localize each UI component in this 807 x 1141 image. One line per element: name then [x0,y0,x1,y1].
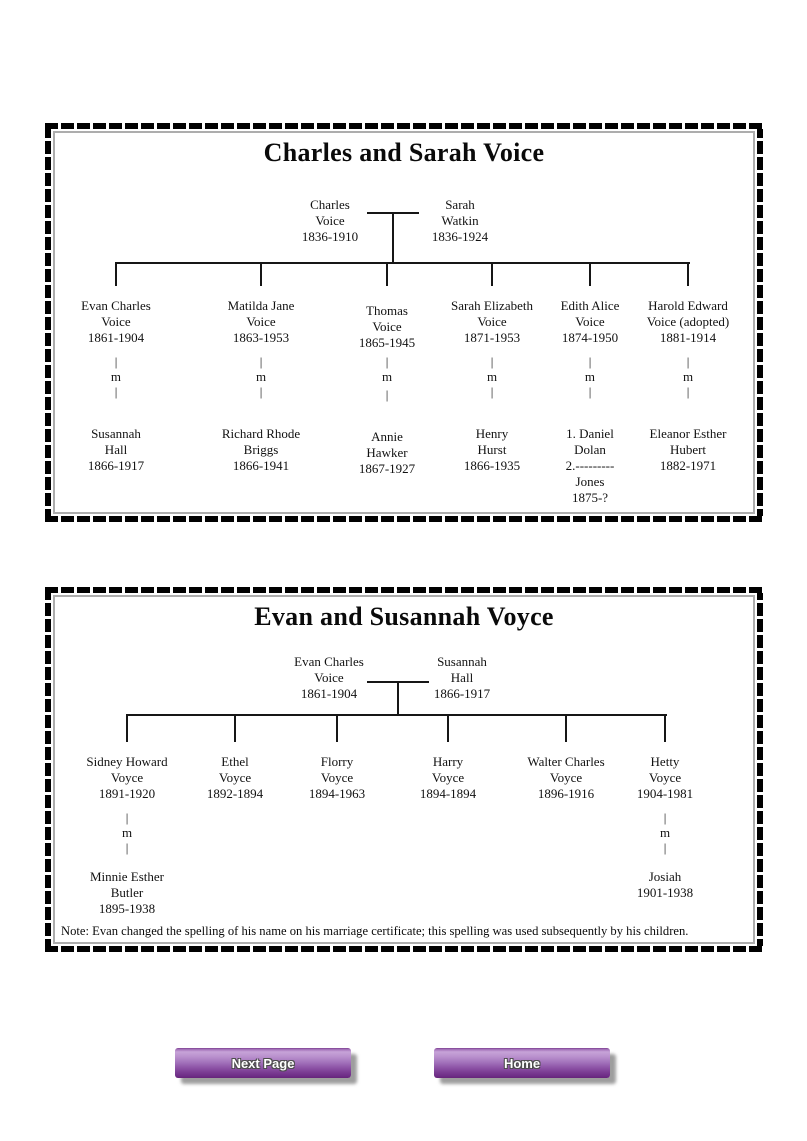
person-name-line: Matilda Jane [227,298,295,313]
spouse-name-line: 1895-1938 [98,901,156,916]
person-name-line: Voice [101,314,131,329]
child-column [359,298,415,477]
person-name-line: Voice [575,314,605,329]
person-name-line: Florry [320,754,354,769]
connector-pipe: | [125,840,129,855]
descent-line [687,262,689,286]
spouse-name-line: Hawker [366,445,408,460]
chart-evan-and-susannah [45,587,763,952]
person-name-line: Harold Edward [648,298,728,313]
person-dates: 1894-1894 [419,786,477,801]
descent-line [589,262,591,286]
descent-line [447,714,449,742]
person-dates: 1891-1920 [98,786,156,801]
spouse-name-line: 1866-1941 [232,458,290,473]
person-name-line: Voyce [648,770,682,785]
person-name-line: Voice [315,213,345,228]
person-name-line: Watkin [441,213,479,228]
sibling-line [127,714,667,716]
person-name-line: Voice (adopted) [646,314,730,329]
chart-charles-and-sarah [45,123,763,522]
person-name-line: Voice [372,319,402,334]
connector-pipe: | [490,354,494,369]
descent-line [664,714,666,742]
chart-title: Charles and Sarah Voice [263,138,545,167]
connector-pipe: | [385,387,389,402]
person-name-line: Voice [246,314,276,329]
spouse-name-line: Henry [475,426,509,441]
child-column [86,754,167,917]
descent-line [234,714,236,742]
descent-line [491,262,493,286]
mother-node [434,654,490,702]
marriage-indicator: m [110,369,122,384]
descent-line [336,714,338,742]
person-dates: 1881-1914 [659,330,717,345]
person-name-line: Harry [432,754,464,769]
spouse-name-line: 1875-? [571,490,609,505]
spouse-name-line: 2.--------- [565,458,615,473]
marriage-indicator: m [381,369,393,384]
spouse-name-line: Eleanor Esther [649,426,727,441]
spouse-node [451,426,533,474]
person-dates: 1892-1894 [206,786,264,801]
person-name-line: Hall [450,670,474,685]
person-dates: 1866-1917 [433,686,491,701]
child-column [451,298,533,474]
child-column [420,754,476,802]
child-column [647,298,729,474]
spouse-name-line: 1866-1935 [463,458,521,473]
spouse-name-line: Jones [575,474,605,489]
descent-line [565,714,567,742]
connector-pipe: | [663,810,667,825]
descent-line [115,262,117,286]
connector-pipe: | [686,354,690,369]
spouse-name-line: 1901-1938 [636,885,694,900]
person-name-line: Sidney Howard [86,754,168,769]
spouse-name-line: Hall [104,442,128,457]
spouse-name-line: 1867-1927 [358,461,416,476]
person-name-line: Voice [477,314,507,329]
spouse-name-line: Richard Rhode [221,426,301,441]
marriage-indicator: m [659,825,671,840]
person-name-line: Ethel [221,754,249,769]
chart-note: Note: Evan changed the spelling of his name on his marriage certificate; this spelling was used subsequently by his children. [61,924,689,938]
person-dates: 1896-1916 [537,786,595,801]
spouse-name-line: Susannah [91,426,141,441]
person-name-line: Sarah [445,197,475,212]
spouse-node [81,426,151,474]
connector-pipe: | [259,384,263,399]
spouse-node [222,426,300,474]
spouse-name-line: Dolan [574,442,606,457]
home-button[interactable]: Home [434,1048,610,1078]
child-column [81,298,151,474]
marriage-indicator: m [584,369,596,384]
person-dates: 1863-1953 [232,330,290,345]
connector-pipe: | [588,354,592,369]
spouse-node [359,429,415,477]
person-name-line: Edith Alice [560,298,620,313]
child-column [309,754,365,802]
person-dates: 1894-1963 [308,786,366,801]
person-dates: 1836-1910 [301,229,359,244]
spouse-node [637,869,693,901]
descent-line [126,714,128,742]
spouse-node [647,426,729,474]
person-name-line: Voyce [431,770,465,785]
marriage-stem-line [392,212,394,263]
connector-pipe: | [588,384,592,399]
chart-title: Evan and Susannah Voyce [254,602,554,631]
spouse-name-line: Hurst [477,442,507,457]
person-name-line: Walter Charles [527,754,605,769]
connector-pipe: | [663,840,667,855]
next-page-button[interactable]: Next Page [175,1048,351,1078]
person-name-line: Evan Charles [81,298,151,313]
spouse-name-line: Butler [110,885,144,900]
person-dates: 1871-1953 [463,330,521,345]
child-column [561,298,620,506]
person-name-line: Voyce [549,770,583,785]
spouse-name-line: Minnie Esther [89,869,164,884]
marriage-indicator: m [255,369,267,384]
spouse-node [561,426,620,506]
child-column [527,754,604,802]
person-name-line: Evan Charles [294,654,364,669]
child-column [207,754,263,802]
person-name-line: Charles [310,197,350,212]
child-column [637,754,693,901]
person-dates: 1836-1924 [431,229,489,244]
spouse-name-line: Josiah [648,869,682,884]
person-name-line: Voice [314,670,344,685]
connector-pipe: | [114,384,118,399]
spouse-name-line: 1866-1917 [87,458,145,473]
child-column [222,298,300,474]
father-node [302,197,358,245]
connector-pipe: | [385,354,389,369]
connector-pipe: | [686,384,690,399]
mother-node [432,197,488,245]
descent-line [386,262,388,286]
spouse-name-line: 1. Daniel [566,426,614,441]
person-name-line: Hetty [650,754,680,769]
person-dates: 1874-1950 [561,330,619,345]
marriage-indicator: m [486,369,498,384]
person-dates: 1865-1945 [358,335,416,350]
marriage-stem-line [397,681,399,715]
person-name-line: Voyce [218,770,252,785]
person-dates: 1861-1904 [87,330,145,345]
descent-line [260,262,262,286]
person-name-line: Voyce [110,770,144,785]
person-name-line: Thomas [366,303,408,318]
connector-pipe: | [125,810,129,825]
connector-pipe: | [114,354,118,369]
spouse-node [86,869,167,917]
sibling-line [116,262,690,264]
person-dates: 1861-1904 [300,686,358,701]
connector-pipe: | [259,354,263,369]
person-name-line: Susannah [437,654,487,669]
spouse-name-line: Briggs [243,442,279,457]
person-name-line: Sarah Elizabeth [451,298,533,313]
marriage-indicator: m [121,825,133,840]
connector-pipe: | [490,384,494,399]
spouse-name-line: 1882-1971 [659,458,717,473]
father-node [294,654,364,702]
spouse-name-line: Annie [371,429,403,444]
person-name-line: Voyce [320,770,354,785]
person-dates: 1904-1981 [636,786,694,801]
marriage-indicator: m [682,369,694,384]
spouse-name-line: Hubert [669,442,707,457]
